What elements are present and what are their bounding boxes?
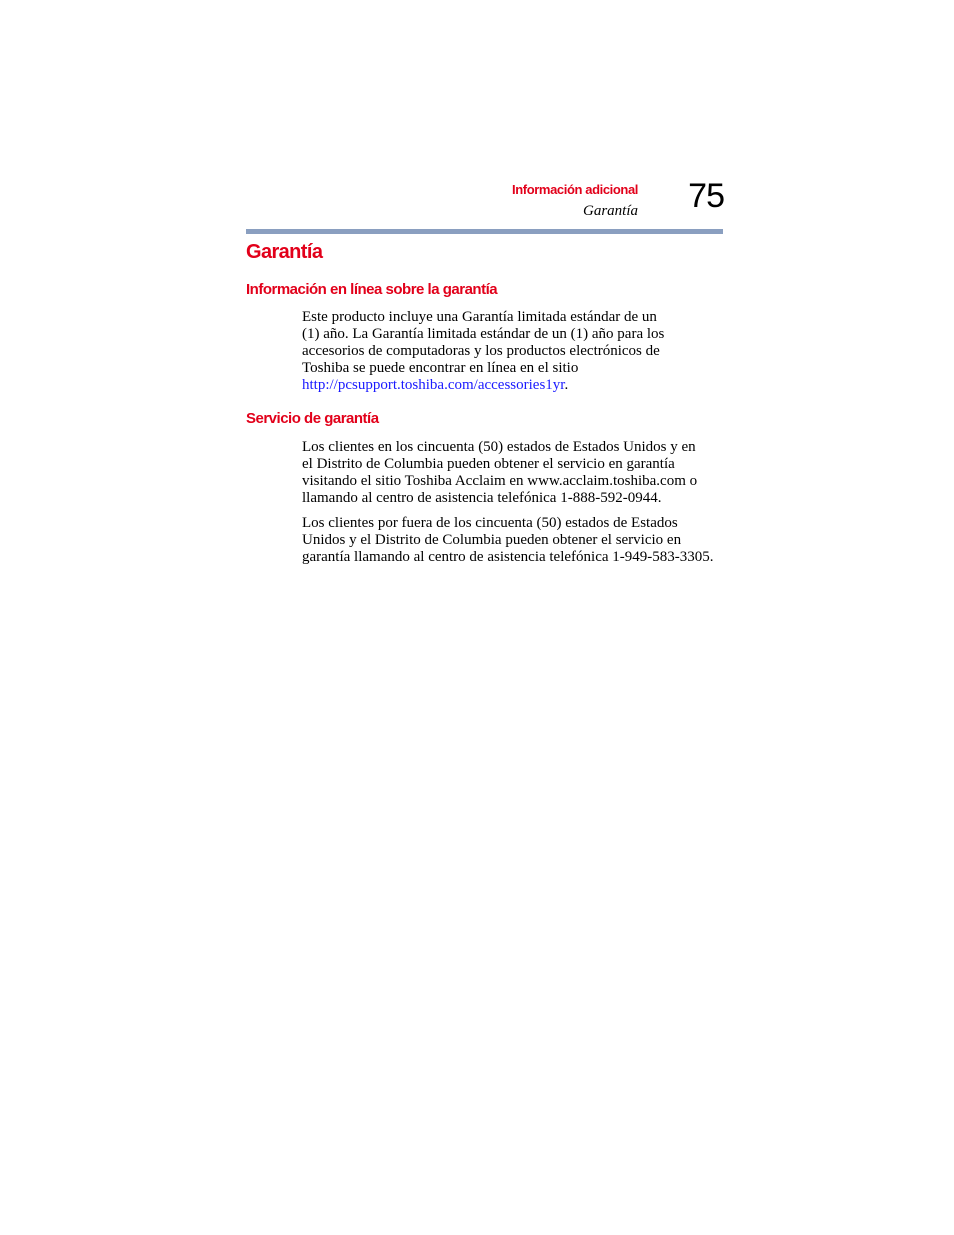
page-title: Garantía [246, 241, 323, 263]
paragraph-line: Toshiba se puede encontrar en línea en el sitio [302, 360, 579, 376]
paragraph-line: accesorios de computadoras y los productos electrónicos de [302, 343, 660, 359]
paragraph-line [302, 377, 722, 394]
header-divider [246, 229, 723, 234]
accessories-warranty-link[interactable]: http://pcsupport.toshiba.com/accessories1yr [302, 377, 565, 393]
running-header-section: Información adicional [512, 182, 638, 197]
service-paragraph-1 [302, 439, 722, 507]
service-paragraph-2 [302, 515, 722, 566]
paragraph-line: Este producto incluye una Garantía limitada estándar de un [302, 309, 657, 325]
paragraph-line: visitando el sitio Toshiba Acclaim en www.acclaim.toshiba.com o [302, 473, 698, 489]
running-header-subsection: Garantía [582, 203, 638, 219]
page-number: 75 [688, 177, 724, 215]
paragraph-line: el Distrito de Columbia pueden obtener el servicio en garantía [302, 456, 675, 472]
paragraph-line: Los clientes en los cincuenta (50) estados de Estados Unidos y en [302, 439, 696, 455]
paragraph-line: Los clientes por fuera de los cincuenta (50) estados de Estados [302, 515, 678, 531]
paragraph-line: (1) año. La Garantía limitada estándar de un (1) año para los [302, 326, 665, 342]
paragraph-line: llamando al centro de asistencia telefónica 1-888-592-0944. [302, 490, 662, 506]
online-info-heading: Información en línea sobre la garantía [246, 281, 498, 298]
service-heading: Servicio de garantía [246, 410, 379, 427]
link-suffix: . [564, 377, 569, 393]
paragraph-line: garantía llamando al centro de asistencia telefónica 1-949-583-3305. [302, 549, 714, 565]
paragraph-line: Unidos y el Distrito de Columbia pueden obtener el servicio en [302, 532, 682, 548]
online-info-paragraph [302, 309, 722, 394]
